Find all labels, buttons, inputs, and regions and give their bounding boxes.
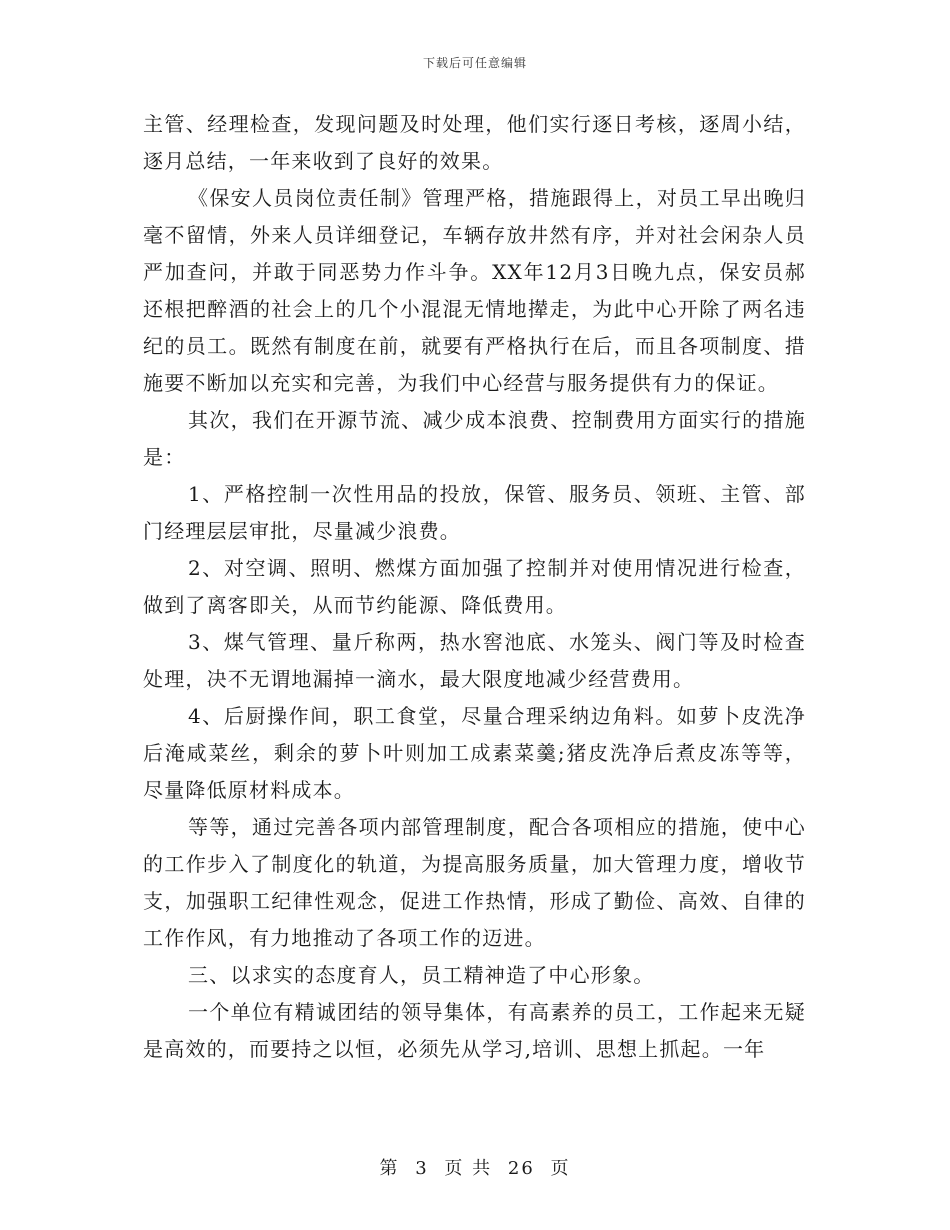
paragraph-7: 4、后厨操作间，职工食堂，尽量合理采纳边角料。如萝卜皮洗净后淹咸菜丝，剩余的萝卜叶则加工成素菜羹;猪皮洗净后煮皮冻等等，尽量降低原材料成本。 bbox=[143, 704, 806, 802]
paragraph-6: 3、煤气管理、量斤称两，热水窖池底、水笼头、阀门等及时检查处理，决不无谓地漏掉一滴水，最大限度地减少经营费用。 bbox=[143, 630, 806, 691]
current-page-number: 3 bbox=[415, 1158, 429, 1179]
paragraph-3: 其次，我们在开源节流、减少成本浪费、控制费用方面实行的措施是： bbox=[143, 408, 806, 469]
total-pages-number: 26 bbox=[507, 1158, 535, 1179]
paragraph-8: 等等，通过完善各项内部管理制度，配合各项相应的措施，使中心的工作步入了制度化的轨道，为提高服务质量，加大管理力度，增收节支，加强职工纪律性观念，促进工作热情，形成了勤俭、高效、自律的工作作风，有力地推动了各项工作的迈进。 bbox=[143, 815, 806, 950]
footer-prefix: 第 bbox=[379, 1158, 400, 1179]
footer-middle: 页 共 bbox=[444, 1158, 493, 1179]
paragraph-5: 2、对空调、照明、燃煤方面加强了控制并对使用情况进行检查，做到了离客即关，从而节约能源、降低费用。 bbox=[143, 556, 806, 617]
footer-suffix: 页 bbox=[550, 1158, 571, 1179]
paragraph-9: 三、以求实的态度育人，员工精神造了中心形象。 bbox=[188, 963, 655, 987]
document-body bbox=[143, 106, 806, 1068]
page-header: 下载后可任意编辑 bbox=[422, 56, 527, 70]
paragraph-4: 1、严格控制一次性用品的投放，保管、服务员、领班、主管、部门经理层层审批，尽量减少浪费。 bbox=[143, 482, 806, 543]
paragraph-10: 一个单位有精诚团结的领导集体，有高素养的员工，工作起来无疑是高效的，而要持之以恒，必须先从学习,培训、思想上抓起。一年 bbox=[143, 1000, 806, 1061]
page-footer bbox=[0, 1154, 950, 1180]
paragraph-1: 主管、经理检查，发现问题及时处理，他们实行逐日考核，逐周小结，逐月总结，一年来收到了良好的效果。 bbox=[143, 112, 806, 173]
paragraph-2: 《保安人员岗位责任制》管理严格，措施跟得上，对员工早出晚归毫不留情，外来人员详细登记，车辆存放井然有序，并对社会闲杂人员严加查问，并敢于同恶势力作斗争。XX年12月3日晚九点，保安员郝还根把醉酒的社会上的几个小混混无情地撵走，为此中心开除了两名违纪的员工。既然有制度在前，就要有严格执行在后，而且各项制度、措施要不断加以充实和完善，为我们中心经营与服务提供有力的保证。 bbox=[143, 186, 806, 395]
